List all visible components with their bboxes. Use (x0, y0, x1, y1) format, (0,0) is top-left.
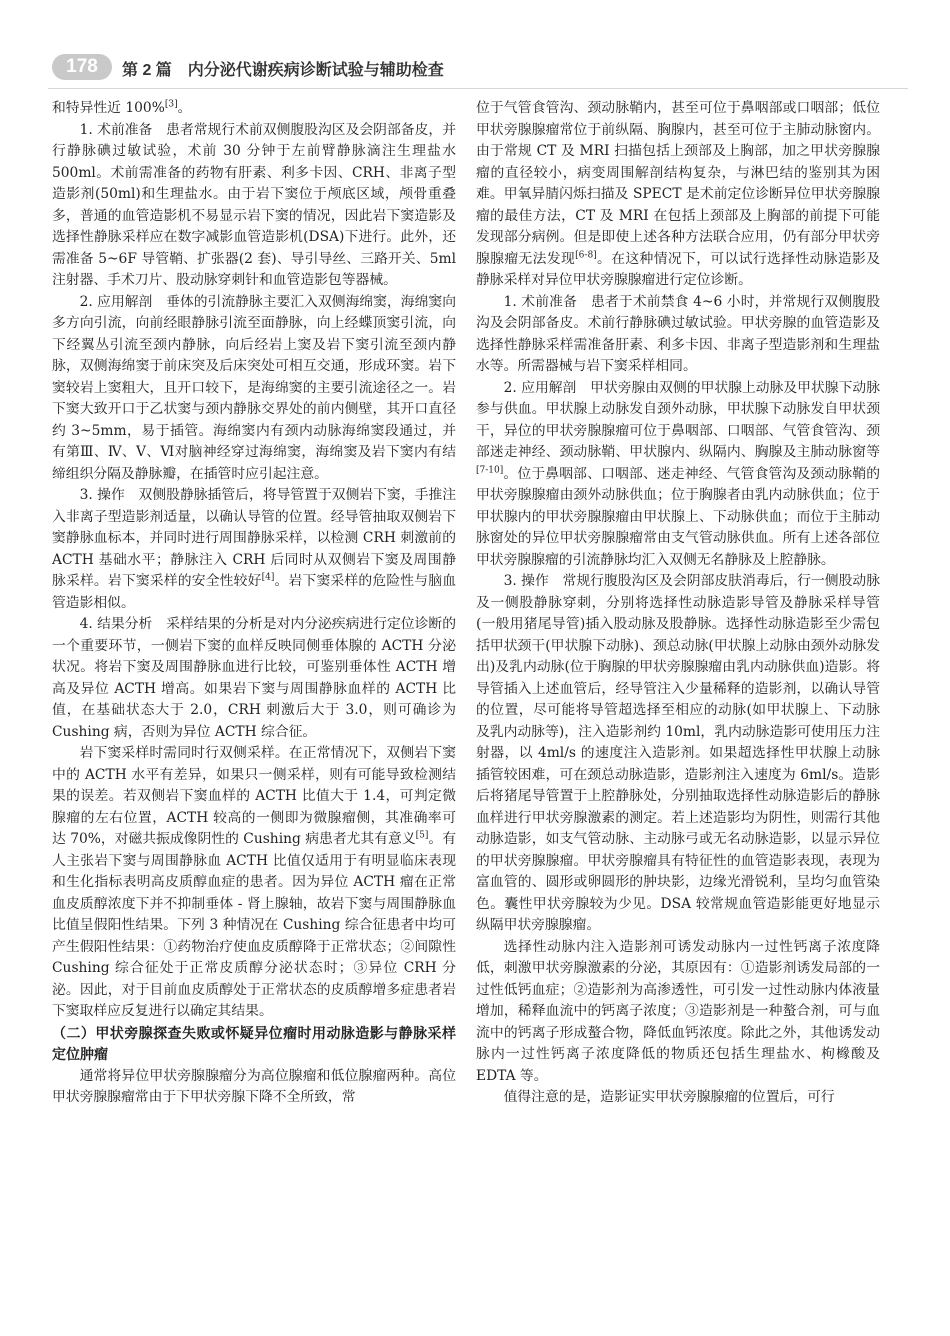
citation-ref: [7-10] (476, 464, 504, 475)
paragraph-text: 2. 应用解剖 甲状旁腺由双侧的甲状腺上动脉及甲状腺下动脉参与供血。甲状腺上动脉发自颈外动脉，甲状腺下动脉发自甲状颈干，异位的甲状旁腺腺瘤可位于鼻咽部、口咽部、气管食管沟、颈部迷走神经、颈动脉鞘、甲状腺内、纵隔内、胸腺及主肺动脉窗等 (476, 379, 880, 460)
paragraph (52, 485, 456, 614)
paragraph-text-tail: 。 (177, 100, 192, 116)
paragraph (476, 1087, 880, 1109)
paragraph (476, 292, 880, 378)
paragraph-text: 位于气管食管沟、颈动脉鞘内，甚至可位于鼻咽部或口咽部；低位甲状旁腺腺瘤常位于前纵隔、胸腺内，甚至可位于主肺动脉窗内。由于常规 CT 及 MRI 扫描包括上颈部及上胸部，加之甲状旁腺腺瘤的直径较小，病变周围解剖结构复杂，与淋巴结的鉴别其为困难。甲氧异腈闪烁扫描及 SPECT 是术前定位诊断异位甲状旁腺腺瘤的最佳方法，CT 及 MRI 在包括上颈部及上胸部的前提下可能发现部分病例。但是即使上述各种方法联合应用，仍有部分甲状旁腺腺瘤无法发现 (476, 100, 880, 267)
paragraph (52, 292, 456, 486)
right-column (476, 98, 880, 1109)
paragraph-text: 3. 操作 常规行腹股沟区及会阴部皮肤消毒后，行一侧股动脉及一侧股静脉穿刺，分别将选择性动脉造影导管及静脉采样导管(一般用猪尾导管)插入股动脉及股静脉。选择性动脉造影至少需包括甲状颈干(甲状腺下动脉)、颈总动脉(甲状腺上动脉由颈外动脉发出)及乳内动脉(位于胸腺的甲状旁腺腺瘤由乳内动脉供血)造影。将导管插入上述血管后，经导管注入少量稀释的造影剂，以确认导管的位置，尽可能将导管超选择至相应的动脉(如甲状腺上、下动脉及乳内动脉等)，注入造影剂约 10ml，乳内动脉造影可使用压力注射器，以 4ml/s 的速度注入造影剂。如果超选择性甲状腺上动脉插管较困难，可在颈总动脉造影，造影剂注入速度为 6ml/s。造影后将猪尾导管置于上腔静脉处，分别抽取选择性动脉造影后的静脉血样进行甲状旁腺激素的测定。若上述造影均为阴性，则需行其他动脉造影，如支气管动脉、主动脉弓或无名动脉造影，以显示异位的甲状旁腺腺瘤。甲状旁腺瘤具有特征性的血管造影表现，表现为富血管的、圆形或卵圆形的肿块影，边缘光滑锐利，呈均匀血管染色。囊性甲状旁腺较为少见。DSA 较常规血管造影能更好地显示纵隔甲状旁腺腺瘤。 (476, 573, 880, 933)
page-header (48, 54, 908, 82)
paragraph-text: 2. 应用解剖 垂体的引流静脉主要汇入双侧海绵窦，海绵窦向多方向引流，向前经眼静脉引流至面静脉，向上经蝶顶窦引流，向下经翼丛引流至颈内静脉，向后经岩上窦及岩下窦引流至颈内静脉，双侧海绵窦于前床突及后床突处可相互交通，形成环窦。岩下窦较岩上窦粗大，且开口较下，是海绵窦的主要引流途径之一。岩下窦大致开口于乙状窦与颈内静脉交界处的前内侧壁，其开口直径约 3~5mm，易于插管。海绵窦内有颈内动脉海绵窦段通过，并有第Ⅲ、Ⅳ、Ⅴ、Ⅵ对脑神经穿过海绵窦，海绵窦及岩下窦内有结缔组织分隔及静脉瓣，在插管时应引起注意。 (52, 293, 456, 482)
section-heading: （二）甲状旁腺探查失败或怀疑异位瘤时用动脉造影与静脉采样定位肿瘤 (52, 1024, 456, 1062)
paragraph (52, 120, 456, 292)
paragraph (52, 1066, 456, 1109)
paragraph-text: 通常将异位甲状旁腺腺瘤分为高位腺瘤和低位腺瘤两种。高位甲状旁腺腺瘤常由于下甲状旁腺下降不全所致，常 (52, 1067, 456, 1105)
paragraph (52, 98, 456, 120)
paragraph-text: 3. 操作 双侧股静脉插管后，将导管置于双侧岩下窦，手推注入非离子型造影剂适量，以确认导管的位置。经导管抽取双侧岩下窦静脉血标本，并同时进行周围静脉采样，以检测 CRH 刺激前的 ACTH 基础水平；静脉注入 CRH 后同时从双侧岩下窦及周围静脉采样。岩下窦采样的安全性较好 (52, 487, 456, 589)
paragraph-text-tail: 。岩下窦采样的危险性与脑血管造影相似。 (52, 573, 457, 611)
citation-ref: [3] (164, 99, 178, 110)
paragraph-text-tail: 。在这种情况下，可以试行选择性动脉造影及静脉采样对异位甲状旁腺腺瘤进行定位诊断。 (476, 250, 881, 288)
paragraph (476, 937, 880, 1088)
citation-ref: [4] (261, 572, 275, 583)
paragraph-text: 选择性动脉内注入造影剂可诱发动脉内一过性钙离子浓度降低，刺激甲状旁腺激素的分泌，其原因有：①造影剂诱发局部的一过性低钙血症；②造影剂为高渗透性，可引发一过性动脉内体液量增加，稀释血流中的钙离子浓度；③造影剂是一种螯合剂，可与血流中的钙离子形成螯合物，降低血钙浓度。除此之外，其他诱发动脉内一过性钙离子浓度降低的物质还包括生理盐水、枸橼酸及 EDTA 等。 (476, 938, 880, 1084)
paragraph-text: 岩下窦采样时需同时行双侧采样。在正常情况下，双侧岩下窦中的 ACTH 水平有差异，如果只一侧采样，则有可能导致检测结果的误差。若双侧岩下窦血样的 ACTH 比值大于 1.4，可判定微腺瘤的左右位置，ACTH 较高的一侧即为微腺瘤侧，其准确率可达 70%，对磁共振成像阴性的 Cushing 病患者尤其有意义 (52, 745, 456, 847)
left-column (52, 98, 456, 1109)
citation-ref: [5] (415, 830, 429, 841)
paragraph-text-tail: 。有人主张岩下窦与周围静脉血 ACTH 比值仅适用于有明显临床表现和生化指标表明高皮质醇血症的患者。因为异位 ACTH 瘤在正常血皮质醇浓度下并不抑制垂体 - 肾上腺轴，故岩下窦与周围静脉血比值呈假阳性结果。下列 3 种情况在 Cushing 综合征患者中均可产生假阳性结果：①药物治疗使血皮质醇降于正常状态；②间隙性 Cushing 综合征处于正常皮质醇分泌状态时；③异位 CRH 分泌。因此，对于目前血皮质醇处于正常状态的皮质醇增多症患者岩下窦取样应反复进行以确定其结果。 (52, 831, 456, 1019)
paragraph-text: 和特异性近 100% (52, 100, 165, 116)
paragraph (476, 571, 880, 937)
paragraph (52, 614, 456, 743)
paragraph (476, 378, 880, 572)
paragraph-text-tail: 。位于鼻咽部、口咽部、迷走神经、气管食管沟及颈动脉鞘的甲状旁腺腺瘤由颈外动脉供血；位于胸腺者由乳内动脉供血；位于甲状腺内的甲状旁腺腺瘤由甲状腺上、下动脉供血；而位于主肺动脉窗处的异位甲状旁腺腺瘤常由支气管动脉供血。所有上述各部位甲状旁腺腺瘤的引流静脉均汇入双侧无名静脉及上腔静脉。 (476, 465, 880, 568)
paragraph (52, 743, 456, 1023)
paragraph-text: 4. 结果分析 采样结果的分析是对内分泌疾病进行定位诊断的一个重要环节，一侧岩下窦的血样反映同侧垂体腺的 ACTH 分泌状况。将岩下窦及周围静脉血进行比较，可鉴别垂体性 ACTH 增高及异位 ACTH 增高。如果岩下窦与周围静脉血样的 ACTH 比值，在基础状态大于 2.0，CRH 刺激后大于 3.0，则可确诊为 Cushing 病，否则为异位 ACTH 综合征。 (52, 616, 456, 740)
paragraph (476, 98, 880, 292)
citation-ref: [6-8] (575, 249, 597, 260)
header-rule (48, 88, 908, 89)
page-number: 178 (52, 54, 112, 80)
paragraph-text: 1. 术前准备 患者于术前禁食 4~6 小时，并常规行双侧腹股沟及会阴部备皮。术前行静脉碘过敏试验。甲状旁腺的血管造影及选择性静脉采样需准备肝素、利多卡因、非离子型造影剂和生理盐水等。所需器械与岩下窦采样相同。 (476, 293, 880, 374)
paragraph-text: 值得注意的是，造影证实甲状旁腺腺瘤的位置后，可行 (503, 1089, 835, 1105)
paragraph-text: 1. 术前准备 患者常规行术前双侧腹股沟区及会阴部备皮，并行静脉碘过敏试验，术前 30 分钟于左前臂静脉滴注生理盐水 500ml。术前需准备的药物有肝素、利多卡因、CRH、非离子型造影剂(50ml)和生理盐水。由于岩下窦位于颅底区域，颅骨重叠多，普通的血管造影机不易显示岩下窦的情况，因此岩下窦造影及选择性静脉采样应在数字减影血管造影机(DSA)下进行。此外，还需准备 5~6F 导管鞘、扩张器(2 套)、导引导丝、三路开关、5ml 注射器、手术刀片、股动脉穿刺针和血管造影包等器械。 (52, 121, 456, 288)
part-title: 第 2 篇 内分泌代谢疾病诊断试验与辅助检查 (122, 62, 444, 79)
